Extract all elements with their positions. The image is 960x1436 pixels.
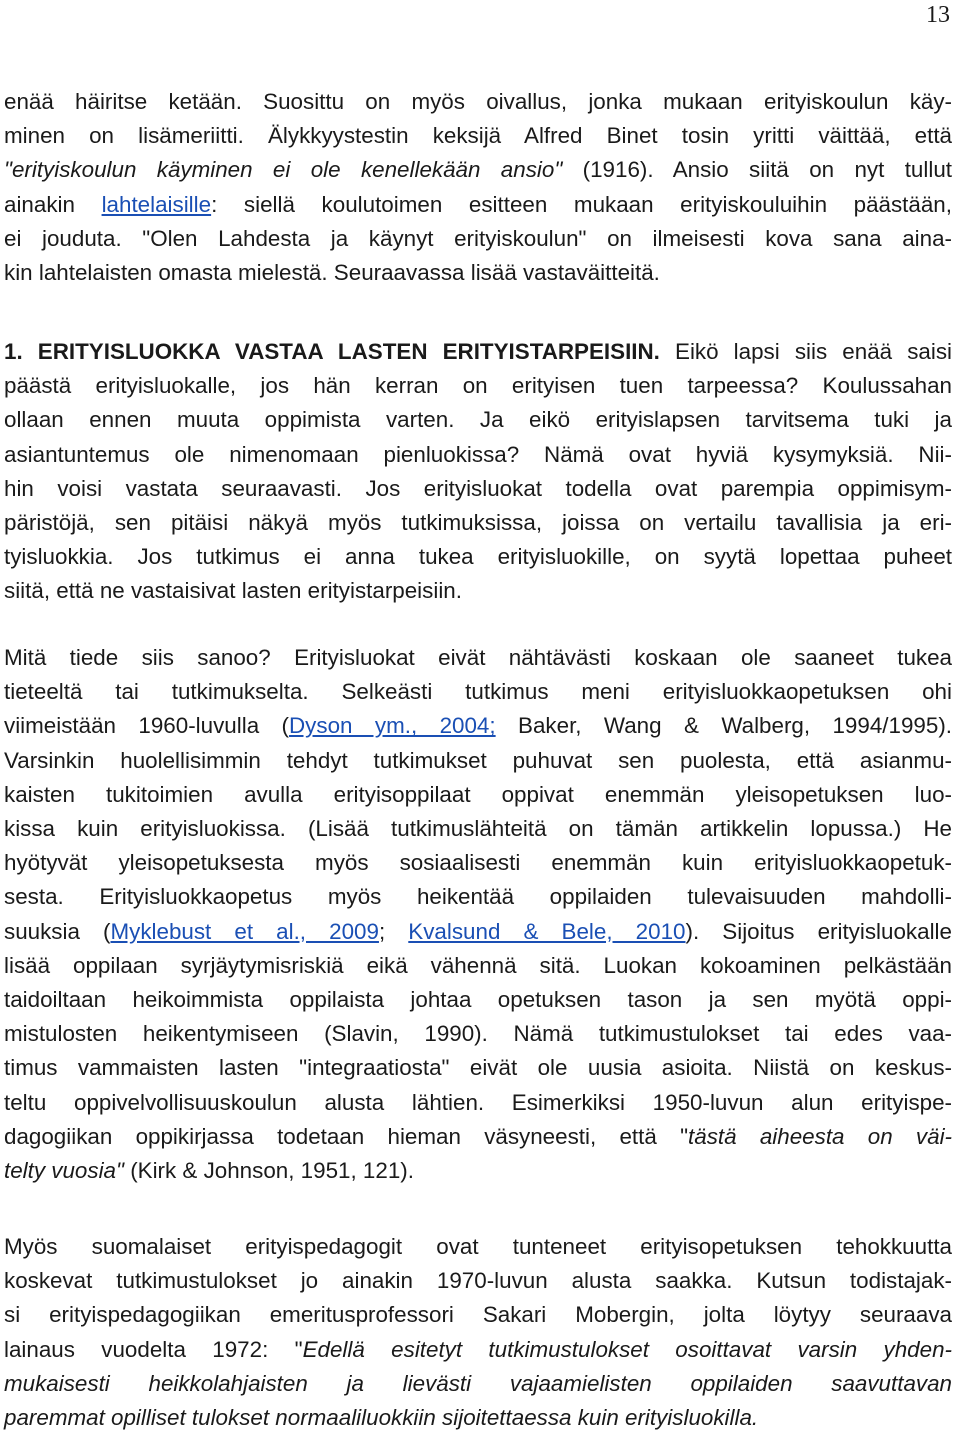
text-line bbox=[4, 85, 952, 119]
text-line bbox=[4, 880, 952, 914]
text-run: Baker, Wang & Walberg, 1994/1995). bbox=[495, 713, 953, 739]
text-run: : siellä koulutoimen esitteen mukaan erityiskouluihin päästään, bbox=[211, 191, 952, 217]
citation-link[interactable]: lahtelaisille bbox=[101, 191, 212, 217]
text-run: (Kirk & Johnson, 1951, 121). bbox=[123, 1158, 414, 1183]
section-heading: 1. ERITYISLUOKKA VASTAA LASTEN ERITYISTARPEISIIN. bbox=[4, 339, 660, 364]
text-line bbox=[4, 1401, 952, 1435]
italic-text: telty vuosia" bbox=[4, 1158, 124, 1183]
text-run: teltu oppivelvollisuuskoulun alusta lähtien. Esimerkiksi 1950-luvun alun erityispe- bbox=[4, 1089, 952, 1115]
text-run: siitä, että ne vastaisivat lasten erityistarpeisiin. bbox=[4, 578, 462, 604]
text-run: päästä erityisluokalle, jos hän kerran on erityisen tuen tarpeessa? Koulussahan bbox=[4, 373, 952, 399]
text-line bbox=[4, 1086, 952, 1120]
text-line bbox=[4, 222, 952, 256]
text-line bbox=[4, 983, 952, 1017]
text-run: kin lahtelaisten omasta mielestä. Seuraavassa lisää vastaväitteitä. bbox=[4, 260, 660, 285]
citation-link[interactable]: Kvalsund & Bele, 2010 bbox=[408, 918, 686, 944]
text-run: si erityispedagogiikan emeritusprofessori Sakari Mobergin, jolta löytyy seuraava bbox=[4, 1302, 952, 1328]
text-line bbox=[4, 949, 952, 983]
text-line bbox=[4, 1051, 952, 1085]
text-run: tieteeltä tai tutkimukselta. Selkeästi tutkimus meni erityisluokkaopetuksen ohi bbox=[4, 679, 952, 705]
text-run: (1916). Ansio siitä on nyt tullut bbox=[562, 157, 952, 183]
italic-text: Edellä esitetyt tutkimustulokset osoittavat varsin yhden- bbox=[302, 1336, 952, 1362]
text-line bbox=[4, 506, 952, 540]
text-run: asiantuntemus ole nimenomaan pienluokissa? Nämä ovat hyviä kysymyksiä. Nii- bbox=[4, 441, 952, 467]
italic-text: mukaisesti heikkolahjaisten ja lievästi vajaamielisten oppilaiden saavuttavan bbox=[4, 1370, 952, 1396]
text-line bbox=[4, 1298, 952, 1332]
text-run: tyisluokkia. Jos tutkimus ei anna tukea erityisluokille, on syytä lopettaa puheet bbox=[4, 544, 952, 570]
text-run: mistulosten heikentymiseen (Slavin, 1990). Nämä tutkimustulokset tai edes vaa- bbox=[4, 1021, 952, 1047]
text-line bbox=[4, 403, 952, 437]
italic-text: tästä aiheesta on väi- bbox=[688, 1123, 953, 1149]
text-line bbox=[4, 915, 952, 949]
text-run: suuksia ( bbox=[4, 918, 111, 944]
text-line bbox=[4, 335, 952, 369]
text-line bbox=[4, 675, 952, 709]
text-run: Varsinkin huolellisimmin tehdyt tutkimukset puhuvat sen puolesta, että asianmu- bbox=[4, 747, 952, 773]
text-line bbox=[4, 1264, 952, 1298]
text-run: ; bbox=[378, 918, 409, 944]
text-run: päristöjä, sen pitäisi näkyä myös tutkimuksissa, joissa on vertailu tavallisia ja eri- bbox=[4, 510, 952, 535]
text-line bbox=[4, 188, 952, 222]
text-line bbox=[4, 778, 952, 812]
text-line bbox=[4, 846, 952, 880]
text-line bbox=[4, 256, 952, 290]
page-number: 13 bbox=[926, 2, 950, 28]
citation-link[interactable]: Dyson ym., 2004; bbox=[289, 713, 496, 739]
text-line bbox=[4, 1333, 952, 1367]
text-run: dagogiikan oppikirjassa todetaan hieman väsyneesti, että " bbox=[4, 1123, 689, 1149]
text-line bbox=[4, 369, 952, 403]
text-run: Eikö lapsi siis enää saisi bbox=[659, 339, 952, 364]
text-run: hyötyvät yleisopetuksesta myös sosiaalisesti enemmän kuin erityisluokkaopetuk- bbox=[4, 850, 952, 876]
text-run: ollaan ennen muuta oppimista varten. Ja eikö erityislapsen tarvitsema tuki ja bbox=[4, 407, 952, 433]
text-run: enää häiritse ketään. Suosittu on myös oivallus, jonka mukaan erityiskoulun käy- bbox=[4, 89, 952, 114]
text-line bbox=[4, 472, 952, 506]
citation-link[interactable]: Myklebust et al., 2009 bbox=[110, 918, 379, 944]
text-line bbox=[4, 1017, 952, 1051]
text-line bbox=[4, 1230, 952, 1264]
text-line bbox=[4, 1367, 952, 1401]
text-line bbox=[4, 709, 952, 743]
text-run: Myös suomalaiset erityispedagogit ovat tunteneet erityisopetuksen tehokkuutta bbox=[4, 1234, 952, 1259]
text-run: koskevat tutkimustulokset jo ainakin 1970-luvun alusta saakka. Kutsun todistajak- bbox=[4, 1268, 952, 1294]
text-line bbox=[4, 438, 952, 472]
text-line bbox=[4, 540, 952, 574]
text-run: ei jouduta. "Olen Lahdesta ja käynyt erityiskoulun" on ilmeisesti kova sana aina- bbox=[4, 225, 952, 251]
text-run: lainaus vuodelta 1972: " bbox=[4, 1336, 303, 1362]
text-line bbox=[4, 1120, 952, 1154]
text-line bbox=[4, 744, 952, 778]
text-run: lisää oppilaan syrjäytymisriskiä eikä vähennä sitä. Luokan kokoaminen pelkästään bbox=[4, 952, 952, 978]
text-run: minen on lisämeriitti. Älykkyystestin keksijä Alfred Binet tosin yritti väittää, että bbox=[4, 123, 952, 149]
text-run: kaisten tukitoimien avulla erityisoppilaat oppivat enemmän yleisopetuksen luo- bbox=[4, 781, 952, 807]
text-line bbox=[4, 574, 952, 608]
text-line bbox=[4, 153, 952, 187]
text-run: timus vammaisten lasten "integraatiosta" eivät ole uusia asioita. Niistä on keskus- bbox=[4, 1055, 952, 1081]
text-line bbox=[4, 1154, 952, 1188]
text-run: sesta. Erityisluokkaopetus myös heikentää oppilaiden tulevaisuuden mahdolli- bbox=[4, 884, 952, 910]
text-run: ). Sijoitus erityisluokalle bbox=[685, 918, 952, 944]
text-run: taidoiltaan heikoimmista oppilaista johtaa opetuksen tason ja sen myötä oppi- bbox=[4, 987, 952, 1012]
text-run: viimeistään 1960-luvulla ( bbox=[4, 713, 290, 739]
text-line bbox=[4, 119, 952, 153]
text-run: hin voisi vastata seuraavasti. Jos erityisluokat todella ovat parempia oppimisym- bbox=[4, 475, 952, 501]
text-line bbox=[4, 812, 952, 846]
text-run: Mitä tiede siis sanoo? Erityisluokat eivät nähtävästi koskaan ole saaneet tukea bbox=[4, 645, 952, 670]
italic-text: "erityiskoulun käyminen ei ole kenellekään ansio" bbox=[4, 157, 563, 183]
text-run: ainakin bbox=[4, 191, 102, 217]
text-line bbox=[4, 641, 952, 675]
text-run: kissa kuin erityisluokissa. (Lisää tutkimuslähteitä on tämän artikkelin lopussa.) He bbox=[4, 816, 952, 841]
italic-text: paremmat opilliset tulokset normaaliluokkiin sijoitettaessa kuin erityisluokilla. bbox=[4, 1405, 759, 1430]
